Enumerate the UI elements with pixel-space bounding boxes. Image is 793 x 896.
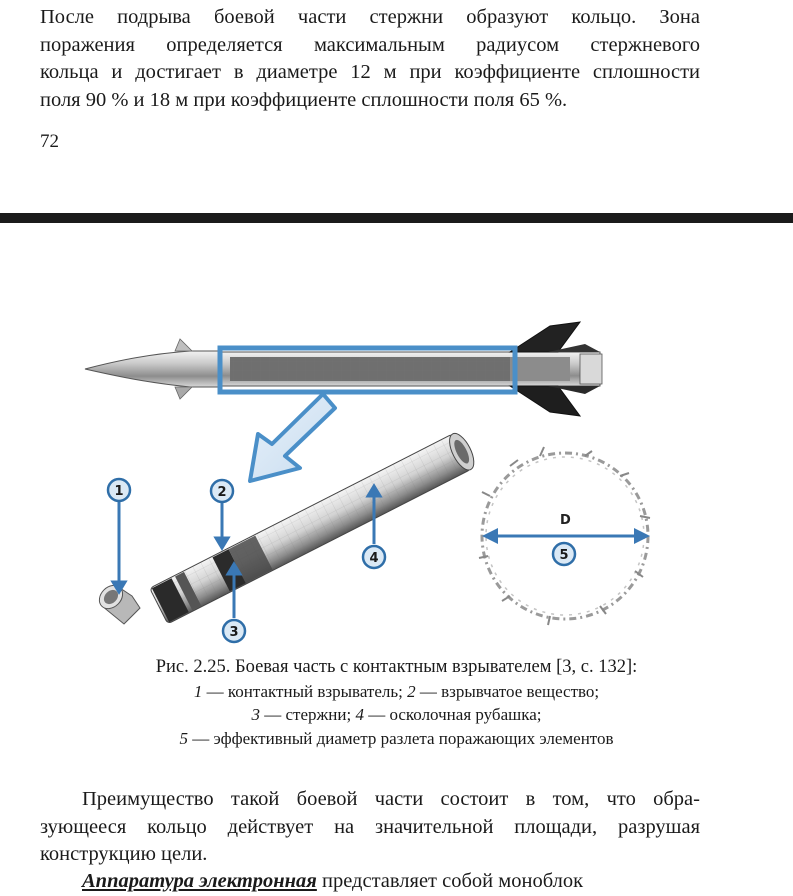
legend-number: 2 (407, 681, 416, 701)
callout-badge-3 (223, 620, 245, 642)
fragment-ring (479, 447, 650, 625)
callout-number: 4 (369, 551, 379, 566)
figure-warhead-diagram (80, 316, 680, 656)
text-line: После подрыва боевой части стержни образуют кольцо. Зона (40, 6, 700, 28)
paragraph-bottom (40, 786, 700, 869)
paragraph-top (40, 4, 700, 114)
callout-badge-4 (363, 546, 385, 568)
text-line: поля 90 % и 18 м при коэффициенте сплошности поля 65 %. (40, 88, 568, 111)
warhead-tube (150, 430, 479, 624)
caption-line (60, 727, 733, 751)
legend-number: 1 (193, 681, 203, 701)
legend-text: — стержни; (260, 705, 356, 724)
figure-caption (60, 656, 733, 750)
callout-number: 5 (559, 548, 569, 563)
diameter-label: D (560, 513, 571, 528)
callout-number: 3 (229, 625, 239, 640)
text-line (40, 868, 700, 896)
legend-text: — контактный взрыватель; (202, 681, 408, 701)
text-rest: представляет собой моноблок (316, 870, 584, 892)
caption-line (60, 680, 733, 704)
legend-text: — эффективный диаметр разлета поражающих элементов (187, 728, 614, 748)
emphasis-term: Аппаратура электронная (82, 870, 317, 892)
legend-text: — осколочная рубашка; (363, 705, 542, 724)
caption-title: Рис. 2.25. Боевая часть с контактным взрывателем [3, с. 132]: (155, 657, 638, 677)
caption-line (60, 703, 733, 727)
text-line: Преимущество такой боевой части состоит в том, что обра- (82, 788, 700, 810)
callout-number: 2 (217, 485, 227, 500)
callout-badge-2 (211, 480, 233, 502)
missile (85, 322, 602, 416)
callout-badge-5 (553, 543, 575, 565)
text-line: конструкцию цели. (40, 843, 208, 865)
legend-number: 3 (251, 705, 260, 724)
paragraph-last (40, 868, 700, 896)
callout-number: 1 (114, 484, 124, 499)
legend-number: 4 (355, 705, 364, 724)
legend-number: 5 (179, 728, 188, 748)
zoom-arrow-icon (250, 394, 335, 481)
page-divider (0, 213, 793, 223)
text-line: кольца и достигает в диаметре 12 м при коэффициенте сплошности (40, 61, 700, 83)
callout-badge-1 (108, 479, 130, 501)
text-line: поражения определяется максимальным радиусом стержневого (40, 33, 700, 56)
text-line: зующееся кольцо действует на значительной площади, разрушая (40, 815, 700, 838)
legend-text: — взрывчатое вещество; (415, 681, 600, 701)
page-number: 72 (40, 131, 59, 152)
